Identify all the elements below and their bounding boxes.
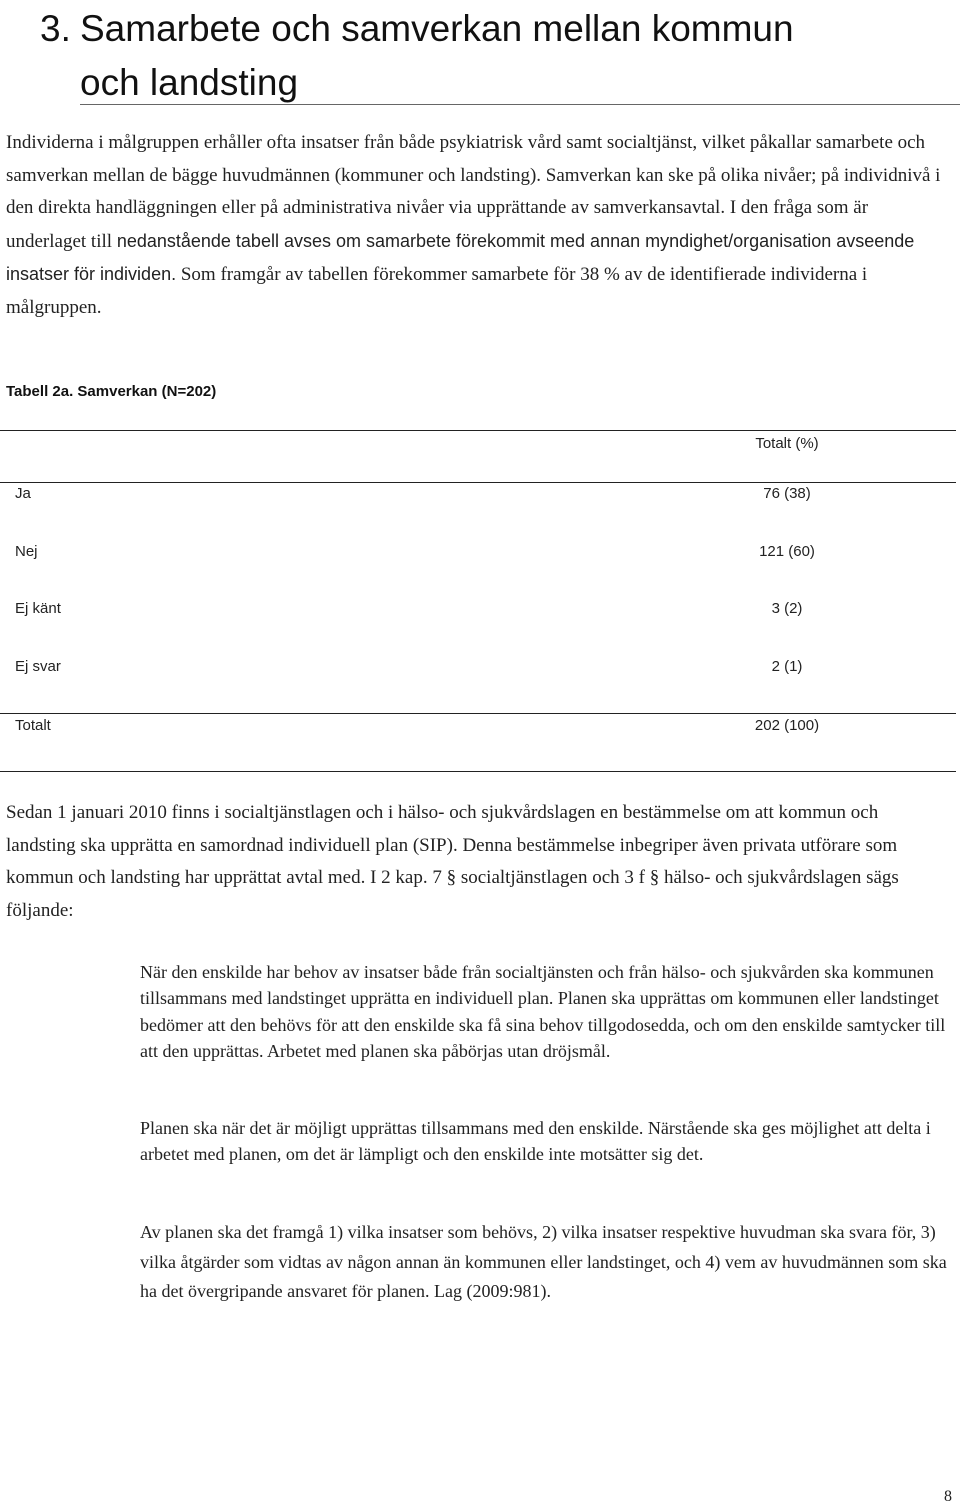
section-heading [40,2,940,110]
table-row-label: Nej [15,543,38,560]
intro-paragraph [6,127,950,325]
section-number: 3. [40,8,71,49]
section-title-line-2: och landsting [80,62,299,103]
table-rule-total [0,713,956,714]
intro-text-3: Som framgår av tabellen förekommer samarbete för 38 % av de identifierade individerna i målgruppen. [6,264,868,318]
sip-paragraph: Sedan 1 januari 2010 finns i socialtjänstlagen och i hälso- och sjukvårdslagen en bestämmelse om att kommun och landsting ska upprätta en samordnad individuell plan (SIP). Denna bestämmelse inbegriper även privata utförare som kommun och landsting har upprättat avtal med. I 2 kap. 7 § socialtjänstlagen och 3 f § hälso- och sjukvårdslagen sägs följande: [6,802,899,921]
table-row-label: Ej känt [15,600,61,617]
table-row-label: Ej svar [15,658,61,675]
table-caption: Tabell 2a. Samverkan (N=202) [6,383,217,400]
quote-paragraph: När den enskilde har behov av insatser både från socialtjänsten och från hälso- och sjukvården ska kommunen tillsammans med landstinget upprätta en individuell plan. Planen ska upprättas om kommunen eller landstinget bedömer att den behövs för att den enskilde ska få sina behov tillgodosedda, och om den enskilde samtycker till att den upprättas. Arbetet med planen ska påbörjas utan dröjsmål. [140,962,946,1061]
table-total-value: 202 (100) [754,717,820,734]
table-row-value: 76 (38) [763,485,811,502]
quote-paragraph: Av planen ska det framgå 1) vilka insatser som behövs, 2) vilka insatser respektive huvudman ska svara för, 3) vilka åtgärder som vidtas av någon annan än kommunen eller landstinget, och 4) vem av huvudmännen som ska ha det övergripande ansvaret för planen. Lag (2009:981). [140,1222,947,1301]
table-row-value: 2 (1) [771,658,803,675]
intro-text-2: nedanstående tabell avses om samarbete förekommit med annan myndighet/organisation avseende insatser för individen. [6,230,915,285]
table-row-value: 121 (60) [759,543,815,560]
table-total-label: Totalt [15,717,51,734]
section-title-line-1: Samarbete och samverkan mellan kommun [80,8,794,49]
table-row-label: Ja [15,485,31,502]
table-rule-bottom [0,771,956,772]
intro-text-1: Individerna i målgruppen erhåller ofta insatser från både psykiatrisk vård samt socialtjänst, vilket påkallar samarbete och samverkan mellan de bägge huvudmännen (kommuner och landsting). Samverkan kan ske på olika nivåer; på individnivå i den direkta handläggningen eller på administrativa nivåer via upprättande av samverkansavtal. I den fråga som är underlaget till [6,132,941,252]
page-number: 8 [944,1488,952,1505]
table-row-value: 3 (2) [771,600,803,617]
table-column-header: Totalt (%) [755,435,819,452]
heading-rule [80,104,960,105]
table-rule-top [0,430,956,431]
table-rule-header [0,482,956,483]
quote-paragraph: Planen ska när det är möjligt upprättas tillsammans med den enskilde. Närstående ska ges möjlighet att delta i arbetet med planen, om det är lämpligt och den enskilde inte motsätter sig det. [140,1118,931,1165]
